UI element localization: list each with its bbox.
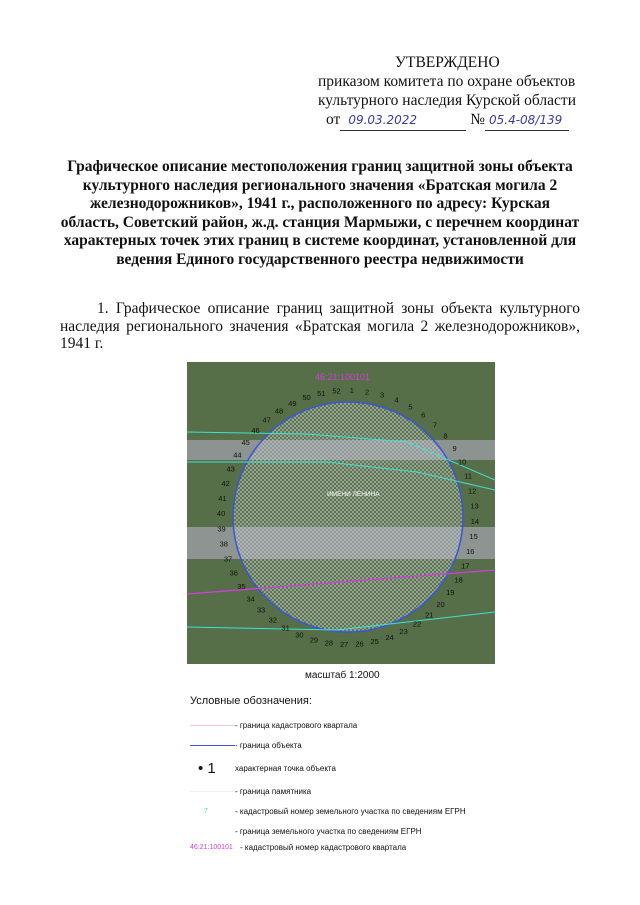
point-label: 27 [340,639,349,649]
map-scale: масштаб 1:2000 [305,670,380,681]
point-label: 18 [454,575,463,585]
point-label: 13 [470,501,479,511]
point-label: 8 [443,431,448,441]
point-label: 20 [436,600,445,609]
point-label: 32 [268,615,277,625]
protection-zone-boundary [233,402,463,632]
legend-title: Условные обозначения: [190,695,312,707]
point-label: 22 [412,619,422,629]
point-label: 43 [226,464,235,474]
point-label: 40 [216,509,226,519]
legend-item: - граница объекта [190,735,466,755]
point-label: 29 [309,635,319,645]
point-label: 34 [246,594,255,604]
legend-item: 46:21:100101 - кадастровый номер кадастрового квартала [190,842,407,852]
point-label: 36 [229,568,238,578]
point-label: 31 [281,623,290,633]
point-label: 37 [223,554,233,564]
legend-item: - граница земельного участка по сведениям ЕГРН [235,826,422,836]
legend-item: • 1 характерная точка объекта [198,759,336,777]
map-svg [187,362,495,664]
point-label: 16 [466,547,475,557]
point-label: 47 [262,415,271,425]
approval-number: 05.4-08/139 [485,111,569,131]
point-label: 24 [385,633,394,642]
legend-item: - граница кадастрового квартала [190,715,466,735]
point-label: 39 [217,524,226,534]
point-label: 25 [370,637,379,647]
number-label: № [470,111,485,128]
point-label: 15 [469,532,478,542]
legend [190,695,466,853]
boundary-map [187,362,495,664]
point-label: 30 [295,630,304,640]
approval-line: культурного наследия Курской области [318,92,576,109]
point-label: 23 [399,627,408,637]
point-label: 44 [233,450,242,460]
point-label: 4 [394,395,399,405]
point-label: 11 [464,471,472,481]
point-label: 42 [221,478,230,488]
point-label: 2 [365,387,370,397]
point-label: 52 [332,386,341,396]
point-label: 28 [324,638,334,648]
point-label: 6 [421,410,426,420]
point-label: 14 [470,516,480,526]
point-label: 49 [288,398,297,408]
document-title: Графическое описание местоположения границ защитной зоны объекта культурного наследия регионального значения «Братская могила 2 железнодорожников», 1941 г., расположенного по адресу: Курская область, Советский район, ж.д. станция Мармыжи, с перечнем координат характерных точек этих границ в системе координат, установленной для ведения Единого государственного реестра недвижимости [60,158,580,268]
point-label: 10 [458,457,467,467]
point-label: 12 [468,486,477,496]
point-label: 50 [302,393,311,402]
from-label: от [326,111,341,128]
point-label: 9 [452,444,457,453]
point-label: 51 [317,388,326,398]
approval-heading: УТВЕРЖДЕНО [395,54,500,71]
point-label: 26 [355,639,364,649]
point-label: 46 [251,426,260,435]
section-paragraph: 1. Графическое описание границ защитной зоны объекта культурного наследия регионального значения «Братская могила 2 железнодорожников», 1941 г. [60,300,580,352]
point-label: 21 [425,610,434,620]
quarter-label: 46:21:100101 [315,372,371,382]
point-label: 48 [274,406,284,416]
point-label: 19 [446,588,455,598]
point-label: 17 [461,561,470,571]
point-label: 35 [237,582,246,591]
point-label: 45 [241,437,250,447]
approval-line: приказом комитета по охране объектов [318,73,576,90]
point-label: 3 [380,390,385,400]
point-label: 38 [219,539,228,549]
point-label: 7 [432,420,438,430]
approval-date: 09.03.2022 [340,111,466,131]
approval-stamp [318,53,576,131]
point-label: 33 [256,605,266,615]
point-label: 41 [218,493,227,503]
street-label: ИМЕНИ ЛЕНИНА [327,491,380,498]
legend-item: - граница памятника [190,781,466,801]
point-label: 5 [408,402,413,412]
legend-item: :7 - кадастровый номер земельного участка по сведениям ЕГРН [202,806,466,816]
point-label: 1 [349,386,354,396]
